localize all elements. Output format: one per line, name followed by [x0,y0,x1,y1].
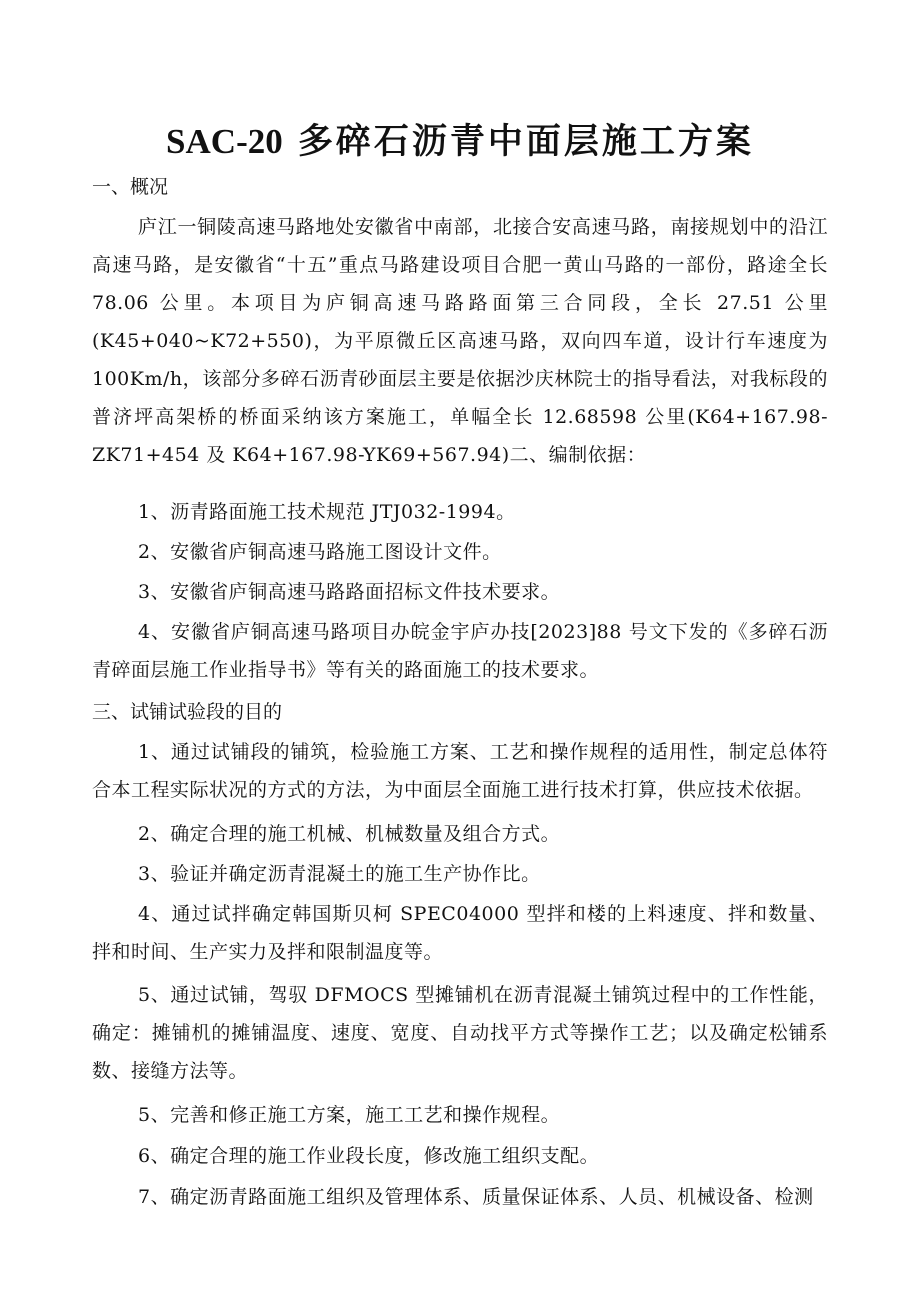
purpose-item-4: 4、通过试拌确定韩国斯贝柯 SPEC04000 型拌和楼的上料速度、拌和数量、拌和时间、生产实力及拌和限制温度等。 [92,903,828,963]
purpose-item-5b: 5、完善和修正施工方案，施工工艺和操作规程。 [138,1104,561,1126]
basis-item-2: 2、安徽省庐铜高速马路施工图设计文件。 [138,541,502,563]
section-heading-overview: 一、概况 [92,176,169,198]
purpose-item-3: 3、验证并确定沥青混凝土的施工生产协作比。 [138,863,541,885]
section-heading-purpose: 三、试铺试验段的目的 [92,701,283,723]
title-text: 多碎石沥青中面层施工方案 [297,121,754,162]
purpose-item-5: 5、通过试铺，驾驭 DFMOCS 型摊铺机在沥青混凝土铺筑过程中的工作性能，确定：摊铺机的摊铺温度、速度、宽度、自动找平方式等操作工艺；以及确定松铺系数、接缝方法等。 [92,984,828,1082]
basis-item-4: 4、安徽省庐铜高速马路项目办皖金宇庐办技[2023]88 号文下发的《多碎石沥青碎面层施工作业指导书》等有关的路面施工的技术要求。 [92,621,828,681]
overview-paragraph: 庐江一铜陵高速马路地处安徽省中南部，北接合安高速马路，南接规划中的沿江高速马路，是安徽省“十五”重点马路建设项目合肥一黄山马路的一部份，路途全长 78.06 公里。本项目为庐铜高速马路路面第三合同段，全长 27.51 公里(K45+040~K72+550)，为平原微丘区高速马路，双向四车道，设计行车速度为 100Km/h，该部分多碎石沥青砂面层主要是依据沙庆林院士的指导看法，对我标段的普济坪高架桥的桥面采纳该方案施工，单幅全长 12.68598 公里(K64+167.98-ZK71+454 及 K64+167.98-YK69+567.94)二、编制依据： [92,216,828,466]
purpose-item-2: 2、确定合理的施工机械、机械数量及组合方式。 [138,823,561,845]
basis-item-3: 3、安徽省庐铜高速马路路面招标文件技术要求。 [138,581,561,603]
purpose-item-1: 1、通过试铺段的铺筑，检验施工方案、工艺和操作规程的适用性，制定总体符合本工程实际状况的方式的方法，为中面层全面施工进行技术打算，供应技术依据。 [92,741,828,801]
purpose-item-6: 6、确定合理的施工作业段长度，修改施工组织支配。 [138,1145,600,1167]
title-code: SAC-20 [166,122,283,161]
basis-item-1: 1、沥青路面施工技术规范 JTJ032-1994。 [138,501,516,523]
purpose-item-7: 7、确定沥青路面施工组织及管理体系、质量保证体系、人员、机械设备、检测 [138,1186,814,1208]
document-title [0,118,920,166]
